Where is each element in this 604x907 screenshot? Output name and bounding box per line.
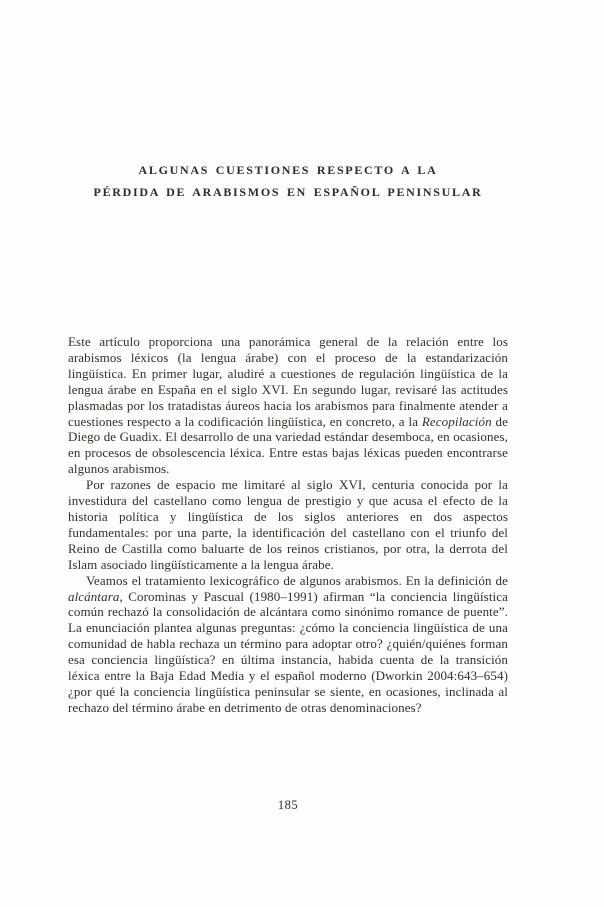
article-title-line1: ALGUNAS CUESTIONES RESPECTO A LA xyxy=(138,163,438,177)
paragraph xyxy=(68,573,508,716)
text-segment: Por razones de espacio me limitaré al siglo XVI, centuria conocida por la investidura del castellano como lengua de prestigio y que acusa el efecto de la historia política y lingüística de los siglos anteriores en dos aspectos fundamentales: por una parte, la identificación del castellano con el triunfo del Reino de Castilla como baluarte de los reinos cristianos, por otra, la derrota del Islam asociado lingüísticamente a la lengua árabe. xyxy=(68,477,508,572)
italic-term: alcántara xyxy=(68,588,120,604)
article-body xyxy=(68,334,508,716)
article-title-line2: PÉRDIDA DE ARABISMOS EN ESPAÑOL PENINSULAR xyxy=(93,184,483,199)
text-segment: Veamos el tratamiento lexicográfico de algunos arabismos. En la definición de xyxy=(86,572,508,588)
text-segment: Este artículo proporciona una panorámica general de la relación entre los arabismos léxicos (la lengua árabe) con el proceso de la estandarización lingüística. En primer lugar, aludiré a cuestiones de regulación lingüística de la lengua árabe en España en el siglo XVI. En segundo lugar, revisaré las actitudes plasmadas por los tratadistas áureos hacia los arabismos para finalmente atender a cuestiones respecto a la codificación lingüística, en concreto, a la xyxy=(68,334,508,429)
text-segment: de Diego de Guadix. El desarrollo de una variedad estándar desemboca, en ocasiones, en procesos de obsolescencia léxica. Entre estas bajas léxicas pueden encontrarse algunos arabismos. xyxy=(68,413,508,477)
paragraph xyxy=(68,477,508,572)
page-number: 185 xyxy=(277,798,299,812)
paragraph xyxy=(68,334,508,477)
article-title xyxy=(68,160,508,203)
text-segment: , Corominas y Pascual (1980–1991) afirman “la conciencia lingüística común rechazó la consolidación de alcántara como sinónimo romance de puente”. La enunciación plantea algunas preguntas: ¿cómo la conciencia lingüística de una comunidad de habla rechaza un término para adoptar otro? ¿quién/quiénes forman esa conciencia lingüística? en última instancia, habida cuenta de la transición léxica entre la Baja Edad Media y el español moderno (Dworkin 2004:643–654) ¿por qué la conciencia lingüística peninsular se siente, en ocasiones, inclinada al rechazo del término árabe en detrimento de otras denominaciones? xyxy=(68,588,508,715)
italic-term: Recopilación xyxy=(421,413,492,429)
